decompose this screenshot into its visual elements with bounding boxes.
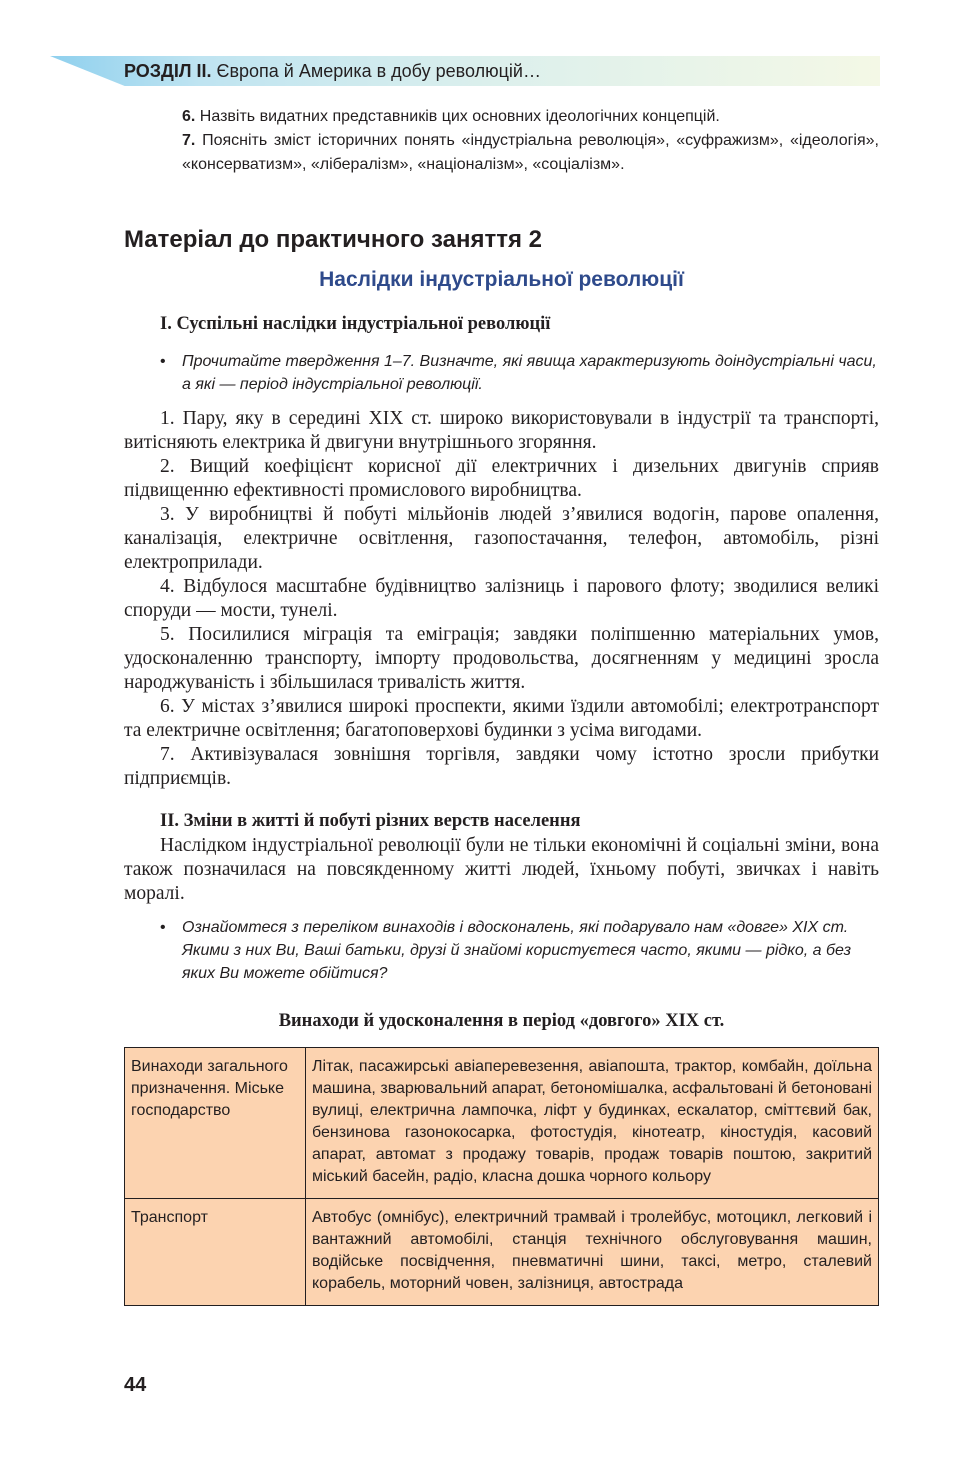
question-number: 7. (182, 132, 196, 149)
table-row (125, 1048, 879, 1199)
table-cell-category: Транспорт (125, 1199, 306, 1306)
page-number: 44 (124, 1374, 147, 1396)
table-cell-items: Автобус (омнібус), електричний трамвай і тролейбус, мотоцикл, легковий і вантажний автомобілі, станція технічного обслуговування машин, водійське посвідчення, пневматичні шини, таксі, метро, сталевий корабель, моторний човен, залізниця, автострада (306, 1199, 879, 1306)
statement-4: 4. Відбулося масштабне будівництво залізниць і парового флоту; зводилися великі споруди — мости, тунелі. (124, 576, 879, 621)
part1-heading: І. Суспільні наслідки індустріальної революції (160, 314, 551, 334)
statement-5: 5. Посилилися міграція та еміграція; завдяки поліпшенню матеріальних умов, удосконаленню транспорту, імпорту продовольства, досягненням у медицині зросла народжуваність і збільшилася тривалість життя. (124, 624, 879, 693)
topic-title: Наслідки індустріальної революції (319, 268, 684, 291)
practice-title: Матеріал до практичного заняття 2 (124, 226, 542, 253)
table-cell-items: Літак, пасажирські авіаперевезення, авіапошта, трактор, комбайн, доїльна машина, зварювальний апарат, бетономішалка, асфальтовані й бетоновані вулиці, електрична лампочка, ліфт у будинках, ескалатор, сміттєвий бак, бензинова газонокосарка, фотостудія, кінотеатр, кіностудія, касовий апарат, автомат з продажу товарів, продаж товарів поштою, закритий міський басейн, радіо, класна дошка чорного кольору (306, 1048, 879, 1199)
task-text: Прочитайте твердження 1–7. Визначте, які явища характеризують доіндустріальні часи, а які — період індустріальної революції. (182, 353, 877, 393)
statement-1: 1. Пару, яку в середині ХІХ ст. широко використовували в індустрії та транспорті, витісняють електрика й двигуни внутрішнього згоряння. (124, 408, 879, 453)
part1-task (160, 350, 879, 396)
bullet-icon: • (160, 919, 166, 936)
question-6 (182, 105, 879, 129)
statement-7: 7. Активізувалася зовнішня торгівля, завдяки чому істотно зросли прибутки підприємців. (124, 744, 879, 789)
running-header (124, 61, 541, 82)
part2-intro: Наслідком індустріальної революції були не тільки економічні й соціальні зміни, вона також позначилася на повсякденному житті людей, їхньому побуті, звичках і навіть моралі. (124, 835, 879, 904)
question-text: Назвіть видатних представників цих основних ідеологічних концепцій. (199, 108, 720, 125)
statement-2: 2. Вищий коефіцієнт корисної дії електричних і дизельних двигунів сприяв підвищенню ефективності промислового виробництва. (124, 456, 879, 501)
statement-6: 6. У містах з’явилися широкі проспекти, якими їздили автомобілі; електротранспорт та електричне освітлення; багатоповерхові будинки з усіма вигодами. (124, 696, 879, 741)
section-label: РОЗДІЛ ІІ. (124, 61, 212, 81)
table-title: Винаходи й удосконалення в період «довгого» ХІХ ст. (278, 1011, 725, 1031)
inventions-table (124, 1047, 879, 1306)
question-text: Поясніть зміст історичних понять «індустріальна революція», «суфражизм», «ідеологія», «консерватизм», «лібералізм», «націоналізм», «соціалізм». (182, 132, 879, 173)
part2-heading: ІІ. Зміни в житті й побуті різних верств населення (160, 811, 581, 831)
question-number: 6. (182, 108, 196, 125)
bullet-icon: • (160, 353, 166, 370)
task-text: Ознайомтеся з переліком винаходів і вдосконалень, які подарувало нам «довге» ХІХ ст. Якими з них Ви, Ваші батьки, друзі й знайомі користуєтеся часто, якими — рідко, а без яких Ви можете обійтися? (182, 919, 852, 982)
statement-3: 3. У виробництві й побуті мільйонів людей з’явилися водогін, парове опалення, каналізація, електричне освітлення, газопостачання, телефон, автомобіль, різні електроприлади. (124, 504, 879, 573)
question-7 (182, 129, 879, 177)
table-row (125, 1199, 879, 1306)
part2-task (160, 916, 879, 985)
table-cell-category: Винаходи загального призначення. Міське господарство (125, 1048, 306, 1199)
section-title: Європа й Америка в добу революцій… (216, 61, 541, 81)
